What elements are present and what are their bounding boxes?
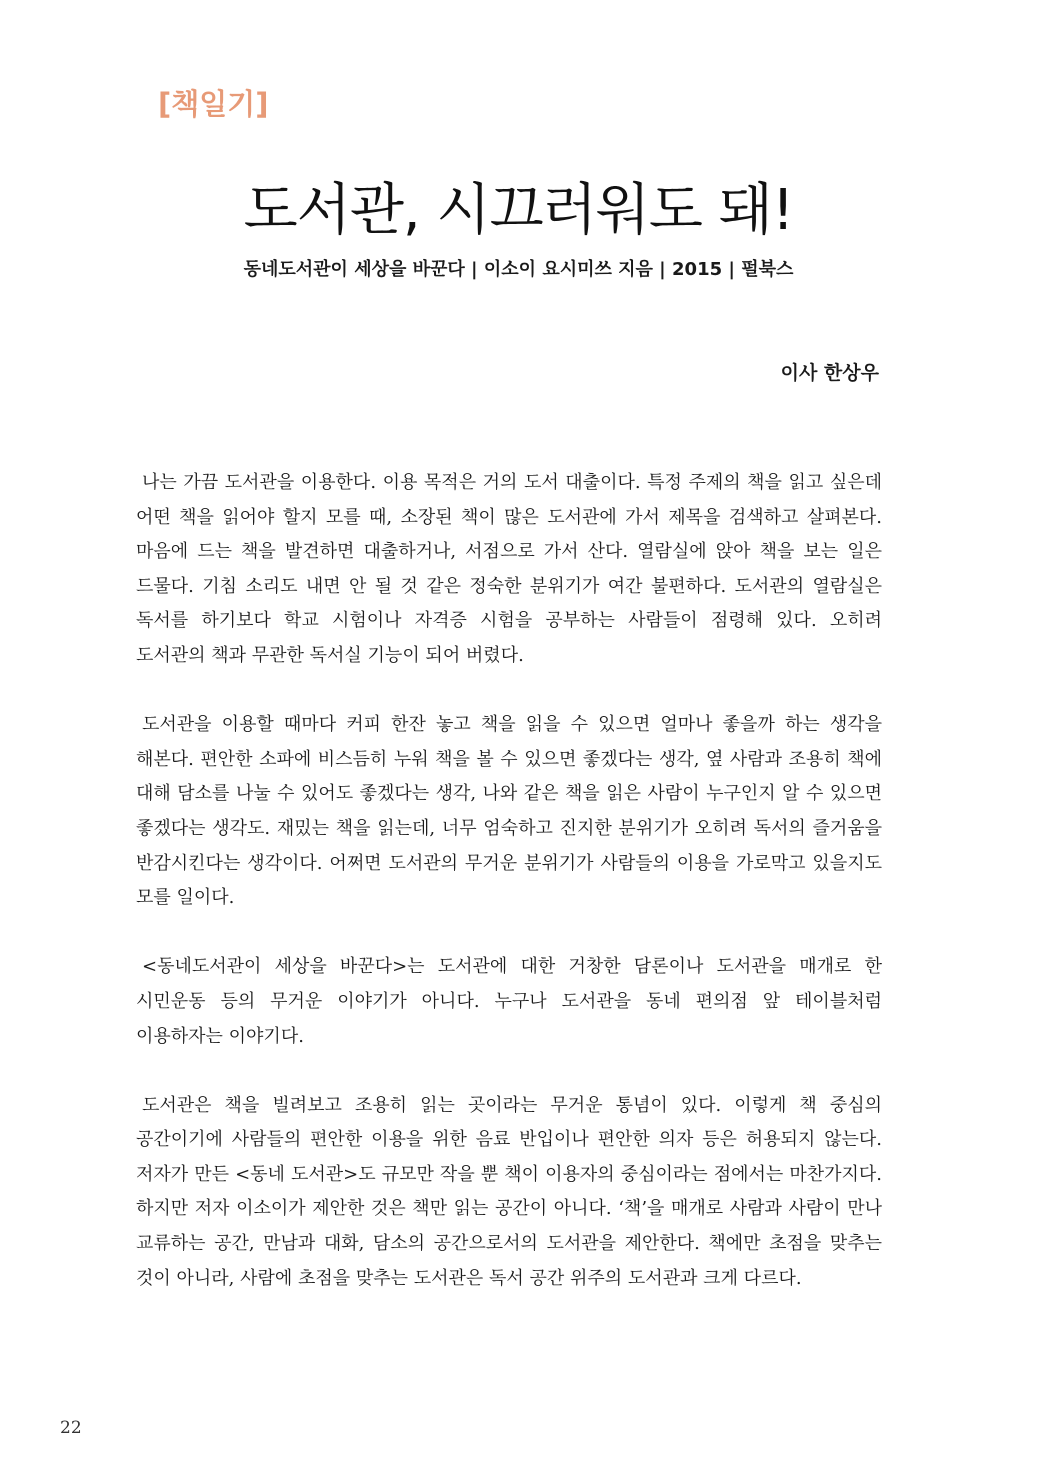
page-number: 22 (60, 1418, 82, 1438)
section-label: [책일기] (158, 87, 269, 121)
paragraph-1: 나는 가끔 도서관을 이용한다. 이용 목적은 거의 도서 대출이다. 특정 주제의 책을 읽고 싶은데 어떤 책을 읽어야 할지 모를 때, 소장된 책이 많은 도서관에 가서 제목을 검색하고 살펴본다. 마음에 드는 책을 발견하면 대출하거나, 서점으로 가서 산다. 열람실에 앉아 책을 보는 일은 드물다. 기침 소리도 내면 안 될 것 같은 정숙한 분위기가 여간 불편하다. 도서관의 열람실은 독서를 하기보다 학교 시험이나 자격증 시험을 공부하는 사람들이 점령해 있다. 오히려 도서관의 책과 무관한 독서실 기능이 되어 버렸다. (136, 472, 882, 666)
article-title: 도서관, 시끄러워도 돼! (243, 178, 794, 243)
paragraph-4: 도서관은 책을 빌려보고 조용히 읽는 곳이라는 무거운 통념이 있다. 이렇게 책 중심의 공간이기에 사람들의 편안한 이용을 위한 음료 반입이나 편안한 의자 등은 허용되지 않는다. 저자가 만든 <동네 도서관>도 규모만 작을 뿐 책이 이용자의 중심이라는 점에서는 마찬가지다. 하지만 저자 이소이가 제안한 것은 책만 읽는 공간이 아니다. ‘책’을 매개로 사람과 사람이 만나 교류하는 공간, 만남과 대화, 담소의 공간으로서의 도서관을 제안한다. 책에만 초점을 맞추는 것이 아니라, 사람에 초점을 맞추는 도서관은 독서 공간 위주의 도서관과 크게 다르다. (136, 1094, 882, 1289)
paragraph-2: 도서관을 이용할 때마다 커피 한잔 놓고 책을 읽을 수 있으면 얼마나 좋을까 하는 생각을 해본다. 편안한 소파에 비스듬히 누워 책을 볼 수 있으면 좋겠다는 생각, 옆 사람과 조용히 책에 대해 담소를 나눌 수 있어도 좋겠다는 생각, 나와 같은 책을 읽은 사람이 누구인지 알 수 있으면 좋겠다는 생각도. 재밌는 책을 읽는데, 너무 엄숙하고 진지한 분위기가 오히려 독서의 즐거움을 반감시킨다는 생각이다. 어쩌면 도서관의 무거운 분위기가 사람들의 이용을 가로막고 있을지도 모를 일이다. (136, 714, 882, 909)
book-info: 동네도서관이 세상을 바꾼다 | 이소이 요시미쓰 지음 | 2015 | 펄북스 (243, 259, 794, 280)
author-byline: 이사 한상우 (780, 362, 879, 384)
article-body (136, 466, 882, 1331)
paragraph-3: <동네도서관이 세상을 바꾼다>는 도서관에 대한 거창한 담론이나 도서관을 매개로 한 시민운동 등의 무거운 이야기가 아니다. 누구나 도서관을 동네 편의점 앞 테이블처럼 이용하자는 이야기다. (136, 956, 882, 1047)
